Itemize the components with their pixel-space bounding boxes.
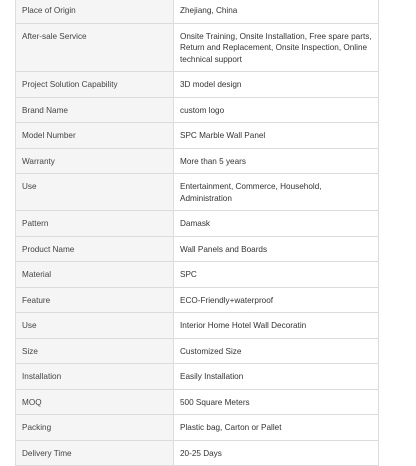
table-row [16, 262, 379, 288]
spec-value: 3D model design [174, 72, 379, 98]
spec-label: Delivery Time [16, 440, 174, 466]
spec-label: Packing [16, 415, 174, 441]
table-row [16, 236, 379, 262]
spec-value: Damask [174, 211, 379, 237]
table-row [16, 338, 379, 364]
spec-label: Feature [16, 287, 174, 313]
spec-value: SPC [174, 262, 379, 288]
spec-label: Pattern [16, 211, 174, 237]
table-row [16, 364, 379, 390]
spec-label: Use [16, 174, 174, 211]
spec-value: Customized Size [174, 338, 379, 364]
spec-value: Interior Home Hotel Wall Decoratin [174, 313, 379, 339]
table-row [16, 174, 379, 211]
spec-value: Entertainment, Commerce, Household, Administration [174, 174, 379, 211]
table-row [16, 97, 379, 123]
table-row [16, 123, 379, 149]
table-row [16, 389, 379, 415]
spec-label: Product Name [16, 236, 174, 262]
spec-label: Place of Origin [16, 0, 174, 23]
spec-label: Material [16, 262, 174, 288]
table-row [16, 23, 379, 72]
product-specs-table [15, 0, 379, 466]
spec-value: More than 5 years [174, 148, 379, 174]
table-row [16, 148, 379, 174]
spec-label: Project Solution Capability [16, 72, 174, 98]
spec-value: Onsite Training, Onsite Installation, Free spare parts, Return and Replacement, Onsite Inspection, Online technical support [174, 23, 379, 72]
table-row [16, 211, 379, 237]
spec-label: Size [16, 338, 174, 364]
spec-value: Wall Panels and Boards [174, 236, 379, 262]
spec-value: 500 Square Meters [174, 389, 379, 415]
table-row [16, 72, 379, 98]
spec-value: SPC Marble Wall Panel [174, 123, 379, 149]
spec-label: Brand Name [16, 97, 174, 123]
spec-value: custom logo [174, 97, 379, 123]
table-row [16, 440, 379, 466]
spec-value: Easily Installation [174, 364, 379, 390]
table-row [16, 287, 379, 313]
table-row [16, 313, 379, 339]
table-row [16, 415, 379, 441]
spec-label: Warranty [16, 148, 174, 174]
spec-value: ECO-Friendly+waterproof [174, 287, 379, 313]
table-row [16, 0, 379, 23]
spec-label: Model Number [16, 123, 174, 149]
spec-label: After-sale Service [16, 23, 174, 72]
spec-value: 20-25 Days [174, 440, 379, 466]
spec-label: Use [16, 313, 174, 339]
spec-value: Zhejiang, China [174, 0, 379, 23]
specs-table-body [16, 0, 379, 466]
spec-label: MOQ [16, 389, 174, 415]
spec-value: Plastic bag, Carton or Pallet [174, 415, 379, 441]
spec-label: Installation [16, 364, 174, 390]
